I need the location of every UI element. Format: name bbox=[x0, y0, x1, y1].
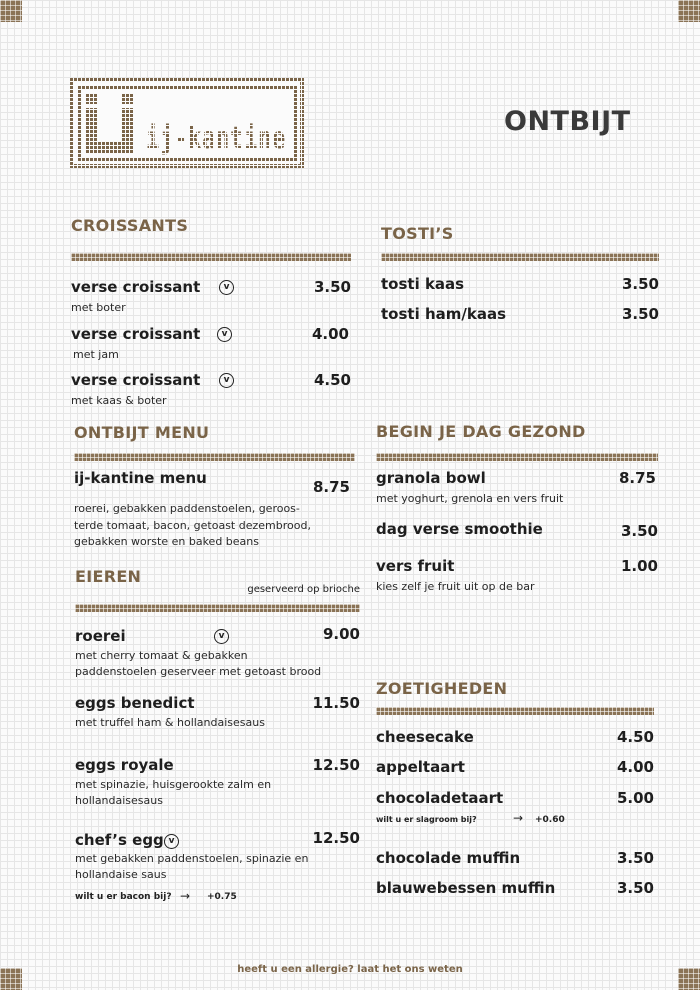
item-description: met kaas & boter bbox=[71, 394, 167, 407]
item-name: chef’s egg bbox=[75, 831, 164, 849]
menu-item bbox=[376, 849, 654, 867]
section-title: ONTBIJT MENU bbox=[74, 423, 210, 442]
item-price: 12.50 bbox=[312, 756, 360, 774]
section-title: ZOETIGHEDEN bbox=[376, 679, 508, 698]
menu-item bbox=[376, 469, 658, 505]
item-name: ij-kantine menu bbox=[74, 469, 207, 487]
arrow-right-icon: → bbox=[513, 811, 524, 825]
tostis-section bbox=[381, 224, 659, 334]
extra-option-label: wilt u er slagroom bij? bbox=[376, 815, 477, 824]
section-divider bbox=[71, 253, 351, 261]
extra-option-price: +0.60 bbox=[535, 815, 565, 825]
vegetarian-icon: v bbox=[219, 280, 234, 295]
item-price: 5.00 bbox=[616, 789, 654, 807]
gezond-section bbox=[376, 422, 658, 602]
menu-item bbox=[75, 829, 360, 903]
item-name: appeltaart bbox=[376, 758, 465, 776]
item-description: met gebakken paddenstoelen, spinazie en bbox=[75, 852, 309, 865]
item-description: met boter bbox=[71, 301, 126, 314]
item-name: cheesecake bbox=[376, 728, 474, 746]
item-description: met cherry tomaat & gebakken bbox=[75, 649, 248, 662]
item-description: paddenstoelen geserveer met getoast brood bbox=[75, 665, 322, 678]
extra-option-price: +0.75 bbox=[207, 892, 237, 902]
item-name: roerei bbox=[75, 627, 126, 645]
section-divider bbox=[381, 253, 659, 261]
item-name: vers fruit bbox=[376, 557, 455, 575]
item-price: 3.50 bbox=[620, 522, 658, 540]
page-title: ONTBIJT bbox=[504, 106, 631, 137]
item-description: met yoghurt, grenola en vers fruit bbox=[376, 492, 564, 505]
menu-item bbox=[71, 278, 351, 314]
item-name: eggs royale bbox=[75, 756, 174, 774]
item-description: terde tomaat, bacon, getoast dezembrood, bbox=[74, 519, 311, 532]
section-title: CROISSANTS bbox=[71, 216, 189, 235]
item-price: 11.50 bbox=[312, 694, 360, 712]
item-description: hollandaisesaus bbox=[75, 794, 163, 807]
section-title: TOSTI’S bbox=[381, 224, 454, 243]
item-price: 8.75 bbox=[312, 478, 350, 496]
extra-option-label: wilt u er bacon bij? bbox=[75, 892, 172, 902]
item-description: met truffel ham & hollandaisesaus bbox=[75, 716, 265, 729]
allergy-footer: heeft u een allergie? laat het ons weten bbox=[237, 964, 463, 975]
item-price: 3.50 bbox=[616, 879, 654, 897]
corner-decoration bbox=[0, 0, 22, 22]
item-description: hollandaise saus bbox=[75, 868, 167, 881]
item-price: 1.00 bbox=[620, 557, 658, 575]
item-price: 4.00 bbox=[616, 758, 654, 776]
item-price: 4.50 bbox=[313, 371, 351, 389]
item-price: 3.50 bbox=[621, 275, 659, 293]
item-description: met spinazie, huisgerookte zalm en bbox=[75, 778, 272, 791]
section-title: EIEREN bbox=[75, 567, 142, 586]
item-price: 4.50 bbox=[616, 728, 654, 746]
section-divider bbox=[74, 453, 355, 461]
vegetarian-icon: v bbox=[219, 373, 234, 388]
menu-item bbox=[75, 625, 360, 678]
item-price: 4.00 bbox=[311, 325, 349, 343]
item-description: kies zelf je fruit uit op de bar bbox=[376, 580, 535, 593]
section-title: BEGIN JE DAG GEZOND bbox=[376, 422, 586, 441]
item-price: 9.00 bbox=[322, 625, 360, 643]
item-name: chocoladetaart bbox=[376, 789, 504, 807]
vegetarian-icon: v bbox=[214, 629, 229, 644]
menu-item bbox=[376, 728, 654, 746]
menu-item bbox=[376, 879, 654, 897]
item-price: 8.75 bbox=[618, 469, 656, 487]
corner-decoration bbox=[678, 0, 700, 22]
item-name: tosti kaas bbox=[381, 275, 465, 293]
ontbijt-menu-section bbox=[74, 423, 355, 553]
ij-kantine-logo bbox=[70, 78, 304, 168]
item-name: chocolade muffin bbox=[376, 849, 521, 867]
item-name: verse croissant bbox=[71, 371, 201, 389]
section-divider bbox=[376, 453, 658, 461]
item-price: 3.50 bbox=[616, 849, 654, 867]
menu-item bbox=[71, 371, 351, 407]
item-description: gebakken worste en baked beans bbox=[74, 535, 259, 548]
item-price: 3.50 bbox=[621, 305, 659, 323]
menu-item bbox=[376, 520, 658, 538]
menu-item bbox=[381, 305, 659, 323]
item-name: dag verse smoothie bbox=[376, 520, 543, 538]
menu-item bbox=[75, 694, 360, 729]
item-name: blauwebessen muffin bbox=[376, 879, 556, 897]
item-name: verse croissant bbox=[71, 278, 201, 296]
menu-item bbox=[376, 758, 654, 776]
item-price: 12.50 bbox=[312, 829, 360, 847]
croissants-section bbox=[71, 216, 351, 406]
logo-wordmark: ij-kantine bbox=[146, 121, 286, 156]
menu-item bbox=[376, 557, 658, 593]
menu-item bbox=[381, 275, 659, 293]
section-divider bbox=[75, 604, 360, 612]
item-name: tosti ham/kaas bbox=[381, 305, 506, 323]
item-price: 3.50 bbox=[313, 278, 351, 296]
zoetigheden-section bbox=[376, 679, 654, 904]
item-name: verse croissant bbox=[71, 325, 201, 343]
menu-item bbox=[75, 756, 360, 807]
section-divider bbox=[376, 707, 654, 715]
menu-item bbox=[71, 325, 351, 361]
menu-item bbox=[74, 469, 355, 548]
item-description: met jam bbox=[73, 348, 119, 361]
vegetarian-icon: v bbox=[217, 327, 232, 342]
item-name: granola bowl bbox=[376, 469, 486, 487]
arrow-right-icon: → bbox=[180, 889, 191, 903]
vegetarian-icon: v bbox=[164, 834, 179, 849]
item-description: roerei, gebakken paddenstoelen, geroos- bbox=[74, 502, 300, 515]
eieren-section bbox=[75, 567, 360, 907]
item-name: eggs benedict bbox=[75, 694, 195, 712]
section-subtitle: geserveerd op brioche bbox=[247, 584, 360, 595]
menu-item bbox=[376, 789, 654, 825]
